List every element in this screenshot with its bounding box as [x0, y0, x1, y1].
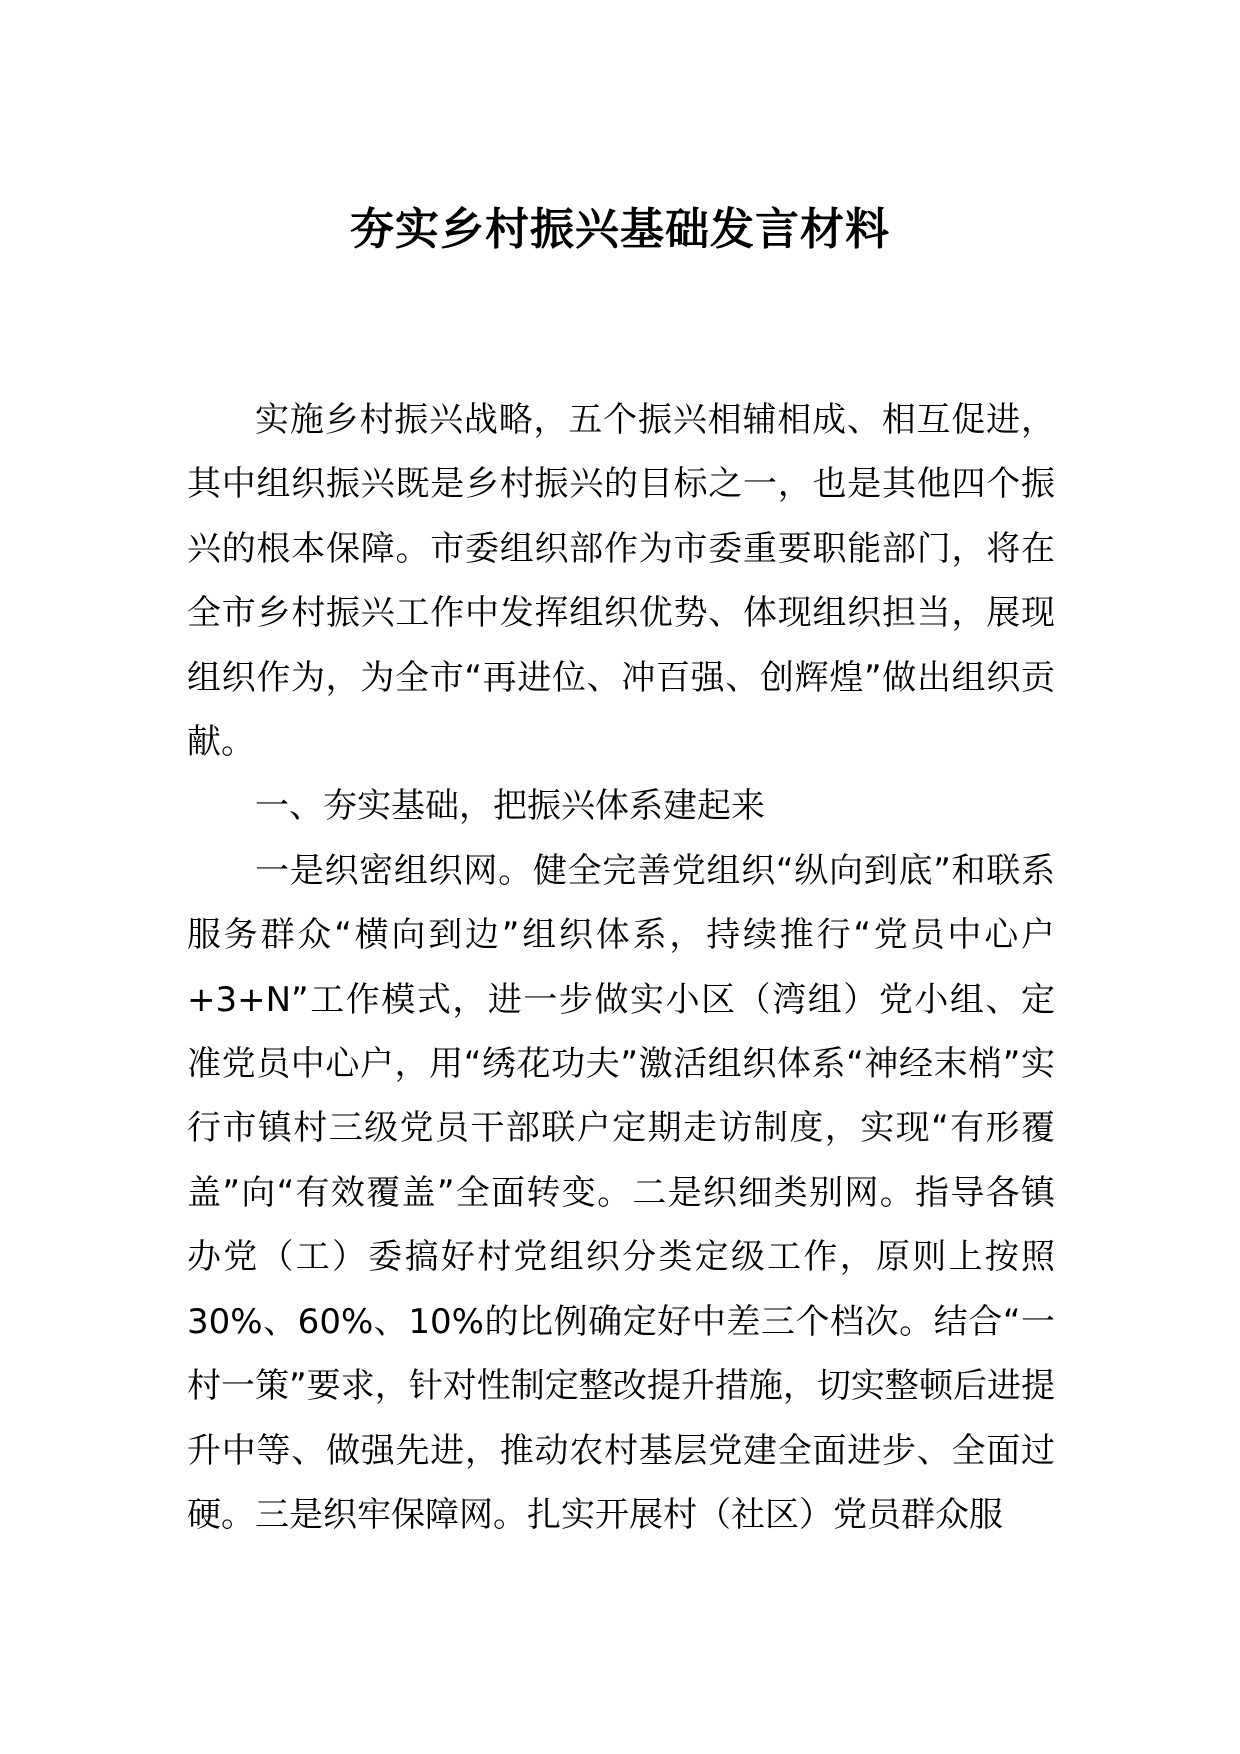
section-heading: 一、夯实基础，把振兴体系建起来: [255, 786, 765, 827]
document-body: [187, 388, 1055, 1547]
document-title: 夯实乡村振兴基础发言材料: [350, 204, 890, 255]
intro-paragraph: 实施乡村振兴战略，五个振兴相辅相成、相互促进，其中组织振兴既是乡村振兴的目标之一，也是其他四个振兴的根本保障。市委组织部作为市委重要职能部门，将在全市乡村振兴工作中发挥组织优势、体现组织担当，展现组织作为，为全市“再进位、冲百强、创辉煌”做出组织贡献。: [187, 400, 1055, 763]
section-paragraph: 一是织密组织网。健全完善党组织“纵向到底”和联系服务群众“横向到边”组织体系，持续推行“党员中心户+3+N”工作模式，进一步做实小区（湾组）党小组、定准党员中心户，用“绣花功夫”激活组织体系“神经末梢”实行市镇村三级党员干部联户定期走访制度，实现“有形覆盖”向“有效覆盖”全面转变。二是织细类别网。指导各镇办党（工）委搞好村党组织分类定级工作，原则上按照 30%、60%、10%的比例确定好中差三个档次。结合“一村一策”要求，针对性制定整改提升措施，切实整顿后进提升中等、做强先进，推动农村基层党建全面进步、全面过硬。三是织牢保障网。扎实开展村（社区）党员群众服: [187, 850, 1055, 1535]
